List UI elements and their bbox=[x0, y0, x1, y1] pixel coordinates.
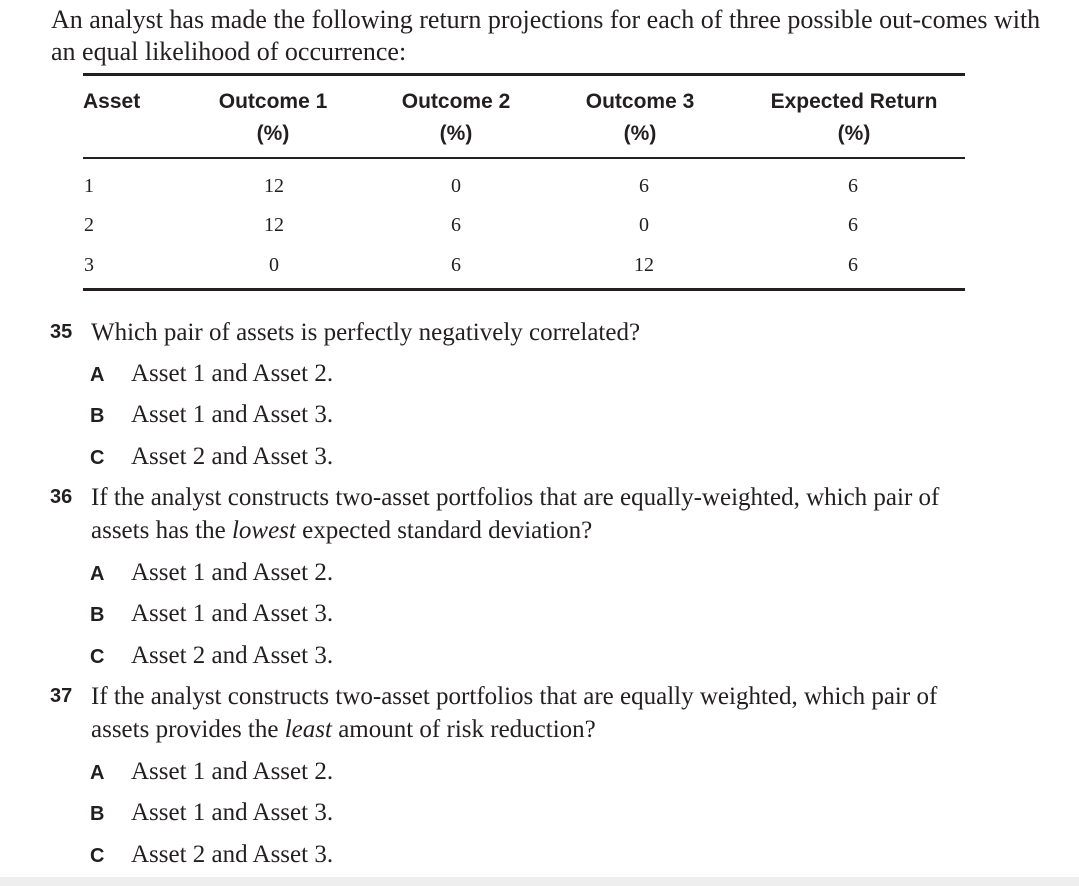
answer-option[interactable]: B Asset 1 and Asset 3. bbox=[90, 600, 334, 627]
answer-option[interactable]: B Asset 1 and Asset 3. bbox=[90, 401, 334, 428]
table-header-outcome-3: Outcome 3 (%) bbox=[585, 90, 695, 145]
table-header-asset: Asset bbox=[83, 90, 141, 113]
table-header-rule bbox=[83, 157, 965, 159]
answer-option[interactable]: C Asset 2 and Asset 3. bbox=[90, 841, 334, 868]
table-header-expected-return: Expected Return (%) bbox=[770, 90, 938, 145]
answer-option[interactable]: A Asset 1 and Asset 2. bbox=[90, 758, 334, 785]
table-header-outcome-2: Outcome 2 (%) bbox=[401, 90, 511, 145]
answer-option[interactable]: A Asset 1 and Asset 2. bbox=[90, 559, 334, 586]
question-number: 36 bbox=[50, 486, 73, 508]
question-number: 37 bbox=[50, 685, 73, 707]
answer-option[interactable]: C Asset 2 and Asset 3. bbox=[90, 642, 334, 669]
question-number: 35 bbox=[50, 321, 73, 343]
intro-paragraph: An analyst has made the following return projections for each of three possible out-comes with an equal likelihood of occurrence: bbox=[51, 5, 1041, 66]
question-text: Which pair of assets is perfectly negatively correlated? bbox=[91, 319, 641, 346]
page-bottom-bar bbox=[0, 877, 1079, 886]
answer-option[interactable]: B Asset 1 and Asset 3. bbox=[90, 799, 334, 826]
table-header-outcome-1: Outcome 1 (%) bbox=[218, 90, 328, 145]
question-text: If the analyst constructs two-asset portfolios that are equally weighted, which pair of assets provides the least amount of risk reduction? bbox=[91, 683, 938, 743]
table-bottom-rule bbox=[83, 288, 965, 291]
table-top-rule bbox=[83, 73, 965, 76]
question-text: If the analyst constructs two-asset portfolios that are equally-weighted, which pair of assets has the lowest expected standard deviation? bbox=[91, 484, 940, 544]
answer-option[interactable]: C Asset 2 and Asset 3. bbox=[90, 443, 334, 470]
answer-option[interactable]: A Asset 1 and Asset 2. bbox=[90, 360, 334, 387]
